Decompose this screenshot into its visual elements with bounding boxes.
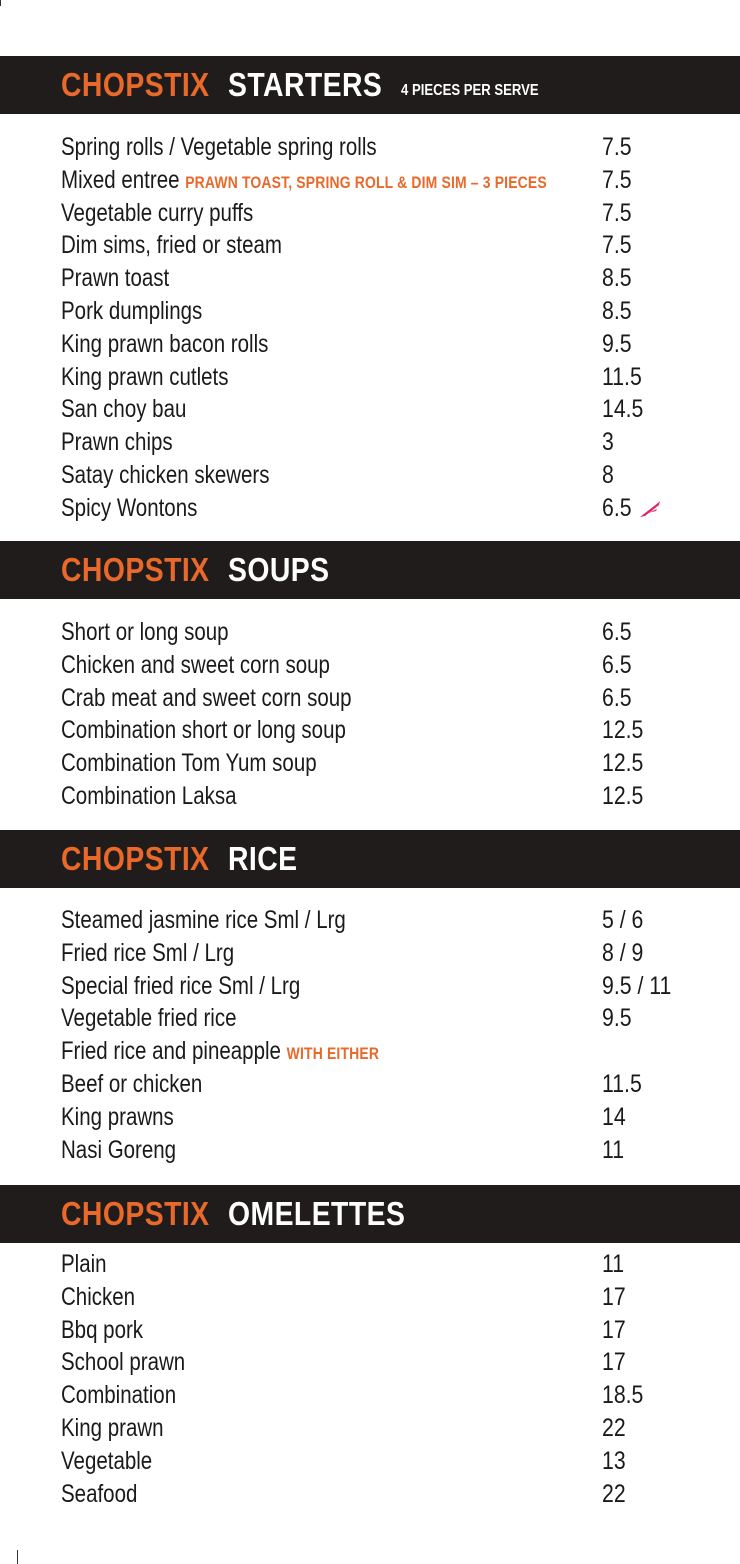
menu-item bbox=[61, 426, 701, 459]
item-name-text: Vegetable bbox=[61, 1446, 153, 1475]
item-name bbox=[61, 970, 300, 1003]
item-name-text: San choy bau bbox=[61, 395, 187, 424]
menu-item bbox=[61, 904, 701, 937]
item-name-text: Combination Laksa bbox=[61, 781, 237, 810]
menu-item bbox=[61, 1445, 701, 1478]
item-name bbox=[61, 780, 236, 813]
item-name-text: Combination Tom Yum soup bbox=[61, 749, 317, 778]
crop-mark bbox=[0, 0, 1, 6]
menu-item bbox=[61, 937, 701, 970]
item-name bbox=[61, 1281, 135, 1314]
item-name bbox=[61, 747, 317, 780]
menu-item bbox=[61, 714, 701, 747]
item-name bbox=[61, 197, 253, 230]
item-price: 8.5 bbox=[602, 264, 632, 293]
item-price: 12.5 bbox=[602, 716, 644, 745]
item-name-text: Crab meat and sweet corn soup bbox=[61, 683, 352, 712]
item-name bbox=[61, 1134, 176, 1167]
item-name bbox=[61, 164, 547, 200]
item-name-text: Plain bbox=[61, 1250, 107, 1278]
item-name-text: Combination short or long soup bbox=[61, 716, 346, 745]
item-name-text: Satay chicken skewers bbox=[61, 460, 270, 489]
menu-item bbox=[61, 1478, 701, 1511]
item-price: 11 bbox=[602, 1135, 625, 1164]
item-price: 6.5 bbox=[602, 650, 632, 679]
item-name bbox=[61, 1445, 152, 1478]
item-name bbox=[61, 1068, 202, 1101]
item-name bbox=[61, 262, 169, 295]
brand-label: CHOPSTIX bbox=[61, 840, 210, 877]
item-note: PRAWN TOAST, SPRING ROLL & DIM SIM – 3 PIECES bbox=[185, 172, 547, 192]
item-name-text: Prawn toast bbox=[61, 264, 170, 293]
item-price: 3 bbox=[602, 428, 614, 457]
item-price: 18.5 bbox=[602, 1381, 644, 1410]
item-name bbox=[61, 131, 377, 164]
item-price: 8 bbox=[602, 460, 614, 489]
item-name-text: Mixed entree bbox=[61, 165, 180, 194]
item-price: 14 bbox=[602, 1102, 626, 1131]
item-name-text: King prawn bacon rolls bbox=[61, 329, 269, 358]
item-name bbox=[61, 1002, 237, 1035]
item-name bbox=[61, 328, 268, 361]
item-name-text: Pork dumplings bbox=[61, 296, 203, 325]
section-items-soups bbox=[61, 616, 701, 813]
item-name bbox=[61, 682, 352, 715]
menu-item bbox=[61, 682, 701, 715]
menu-item bbox=[61, 262, 701, 295]
menu-item bbox=[61, 747, 701, 780]
menu-item bbox=[61, 1346, 701, 1379]
item-name-text: Nasi Goreng bbox=[61, 1135, 177, 1164]
item-price: 7.5 bbox=[602, 165, 632, 194]
item-name-text: Fried rice and pineapple bbox=[61, 1037, 281, 1066]
menu-item bbox=[61, 1281, 701, 1314]
item-name bbox=[61, 1379, 176, 1412]
menu-item bbox=[61, 1134, 701, 1167]
item-price: 7.5 bbox=[602, 133, 632, 161]
item-name-text: Beef or chicken bbox=[61, 1069, 203, 1098]
menu-item bbox=[61, 459, 701, 492]
item-price: 13 bbox=[602, 1446, 626, 1475]
item-name-text: Vegetable curry puffs bbox=[61, 198, 254, 227]
menu-item bbox=[61, 1248, 701, 1281]
item-name bbox=[61, 1314, 143, 1347]
item-name-text: Vegetable fried rice bbox=[61, 1004, 237, 1033]
section-items-omelettes bbox=[61, 1248, 701, 1510]
item-name-text: Fried rice Sml / Lrg bbox=[61, 938, 235, 967]
section-header-rice bbox=[0, 830, 740, 888]
item-price: 8.5 bbox=[602, 296, 632, 325]
section-items-rice bbox=[61, 904, 701, 1166]
item-price: 9.5 / 11 bbox=[602, 971, 672, 1000]
item-name bbox=[61, 426, 173, 459]
menu-item bbox=[61, 131, 701, 164]
menu-item bbox=[61, 328, 701, 361]
section-header-omelettes bbox=[0, 1185, 740, 1243]
brand-label: CHOPSTIX bbox=[61, 551, 210, 588]
item-name bbox=[61, 714, 346, 747]
crop-mark bbox=[17, 1550, 18, 1564]
item-price: 12.5 bbox=[602, 749, 644, 778]
section-title: STARTERS bbox=[227, 66, 382, 103]
item-price: 6.5 bbox=[602, 618, 632, 646]
item-price: 22 bbox=[602, 1479, 626, 1508]
item-price: 9.5 bbox=[602, 329, 632, 358]
item-name-text: Spring rolls / Vegetable spring rolls bbox=[61, 133, 377, 161]
section-header-soups bbox=[0, 541, 740, 599]
item-name bbox=[61, 1346, 185, 1379]
item-name-text: Spicy Wontons bbox=[61, 493, 198, 522]
section-subtitle: 4 PIECES PER SERVE bbox=[401, 82, 539, 99]
menu-item bbox=[61, 1379, 701, 1412]
item-name bbox=[61, 295, 202, 328]
item-name bbox=[61, 393, 186, 426]
item-name-text: King prawn bbox=[61, 1413, 164, 1442]
item-name bbox=[61, 1478, 137, 1511]
item-name-text: Chicken and sweet corn soup bbox=[61, 650, 330, 679]
section-title: RICE bbox=[227, 840, 298, 877]
item-name bbox=[61, 1248, 107, 1281]
item-price: 17 bbox=[602, 1315, 626, 1344]
item-name-text: Prawn chips bbox=[61, 428, 173, 457]
item-price: 7.5 bbox=[602, 231, 632, 260]
item-price: 11 bbox=[602, 1250, 625, 1278]
brand-label: CHOPSTIX bbox=[61, 1195, 210, 1232]
menu-item bbox=[61, 1035, 701, 1068]
item-price: 11.5 bbox=[602, 1069, 642, 1098]
item-price: 9.5 bbox=[602, 1004, 632, 1033]
item-price: 22 bbox=[602, 1413, 626, 1442]
item-price: 5 / 6 bbox=[602, 906, 644, 934]
menu-item bbox=[61, 1412, 701, 1445]
menu-item bbox=[61, 361, 701, 394]
item-name bbox=[61, 1412, 164, 1445]
item-name-text: King prawns bbox=[61, 1102, 174, 1131]
menu-item bbox=[61, 970, 701, 1003]
item-price: 7.5 bbox=[602, 198, 632, 227]
section-title: OMELETTES bbox=[227, 1195, 406, 1232]
menu-item bbox=[61, 649, 701, 682]
item-name bbox=[61, 1035, 379, 1071]
menu-item bbox=[61, 780, 701, 813]
section-items-starters bbox=[61, 131, 701, 525]
item-name-text: King prawn cutlets bbox=[61, 362, 229, 391]
item-name bbox=[61, 492, 197, 525]
menu-item bbox=[61, 164, 701, 197]
section-title: SOUPS bbox=[227, 551, 330, 588]
item-price: 17 bbox=[602, 1282, 626, 1311]
item-note: WITH EITHER bbox=[286, 1044, 380, 1064]
item-name bbox=[61, 649, 330, 682]
item-name-text: Chicken bbox=[61, 1282, 136, 1311]
item-price: 8 / 9 bbox=[602, 938, 644, 967]
item-name-text: School prawn bbox=[61, 1348, 186, 1377]
menu-item bbox=[61, 229, 701, 262]
chili-icon bbox=[639, 500, 661, 518]
menu-item bbox=[61, 492, 701, 525]
section-header-starters bbox=[0, 56, 740, 114]
item-price: 17 bbox=[602, 1348, 626, 1377]
item-name-text: Bbq pork bbox=[61, 1315, 144, 1344]
item-name-text: Short or long soup bbox=[61, 618, 229, 646]
item-price: 14.5 bbox=[602, 395, 644, 424]
item-name-text: Seafood bbox=[61, 1479, 138, 1508]
item-name bbox=[61, 361, 229, 394]
menu-item bbox=[61, 1101, 701, 1134]
item-price: 6.5 bbox=[602, 683, 632, 712]
menu-item bbox=[61, 393, 701, 426]
menu-item bbox=[61, 1314, 701, 1347]
item-name bbox=[61, 937, 234, 970]
menu-item bbox=[61, 295, 701, 328]
item-name bbox=[61, 229, 282, 262]
menu-item bbox=[61, 1068, 701, 1101]
item-price: 6.5 bbox=[602, 493, 632, 522]
menu-item bbox=[61, 197, 701, 230]
item-name bbox=[61, 1101, 174, 1134]
item-name-text: Steamed jasmine rice Sml / Lrg bbox=[61, 906, 346, 934]
item-name bbox=[61, 904, 346, 937]
item-name bbox=[61, 616, 229, 649]
item-name-text: Combination bbox=[61, 1381, 177, 1410]
item-name-text: Special fried rice Sml / Lrg bbox=[61, 971, 301, 1000]
brand-label: CHOPSTIX bbox=[61, 66, 210, 103]
item-price: 12.5 bbox=[602, 781, 644, 810]
menu-item bbox=[61, 616, 701, 649]
item-price: 11.5 bbox=[602, 362, 642, 391]
item-name bbox=[61, 459, 270, 492]
item-name-text: Dim sims, fried or steam bbox=[61, 231, 282, 260]
menu-item bbox=[61, 1002, 701, 1035]
